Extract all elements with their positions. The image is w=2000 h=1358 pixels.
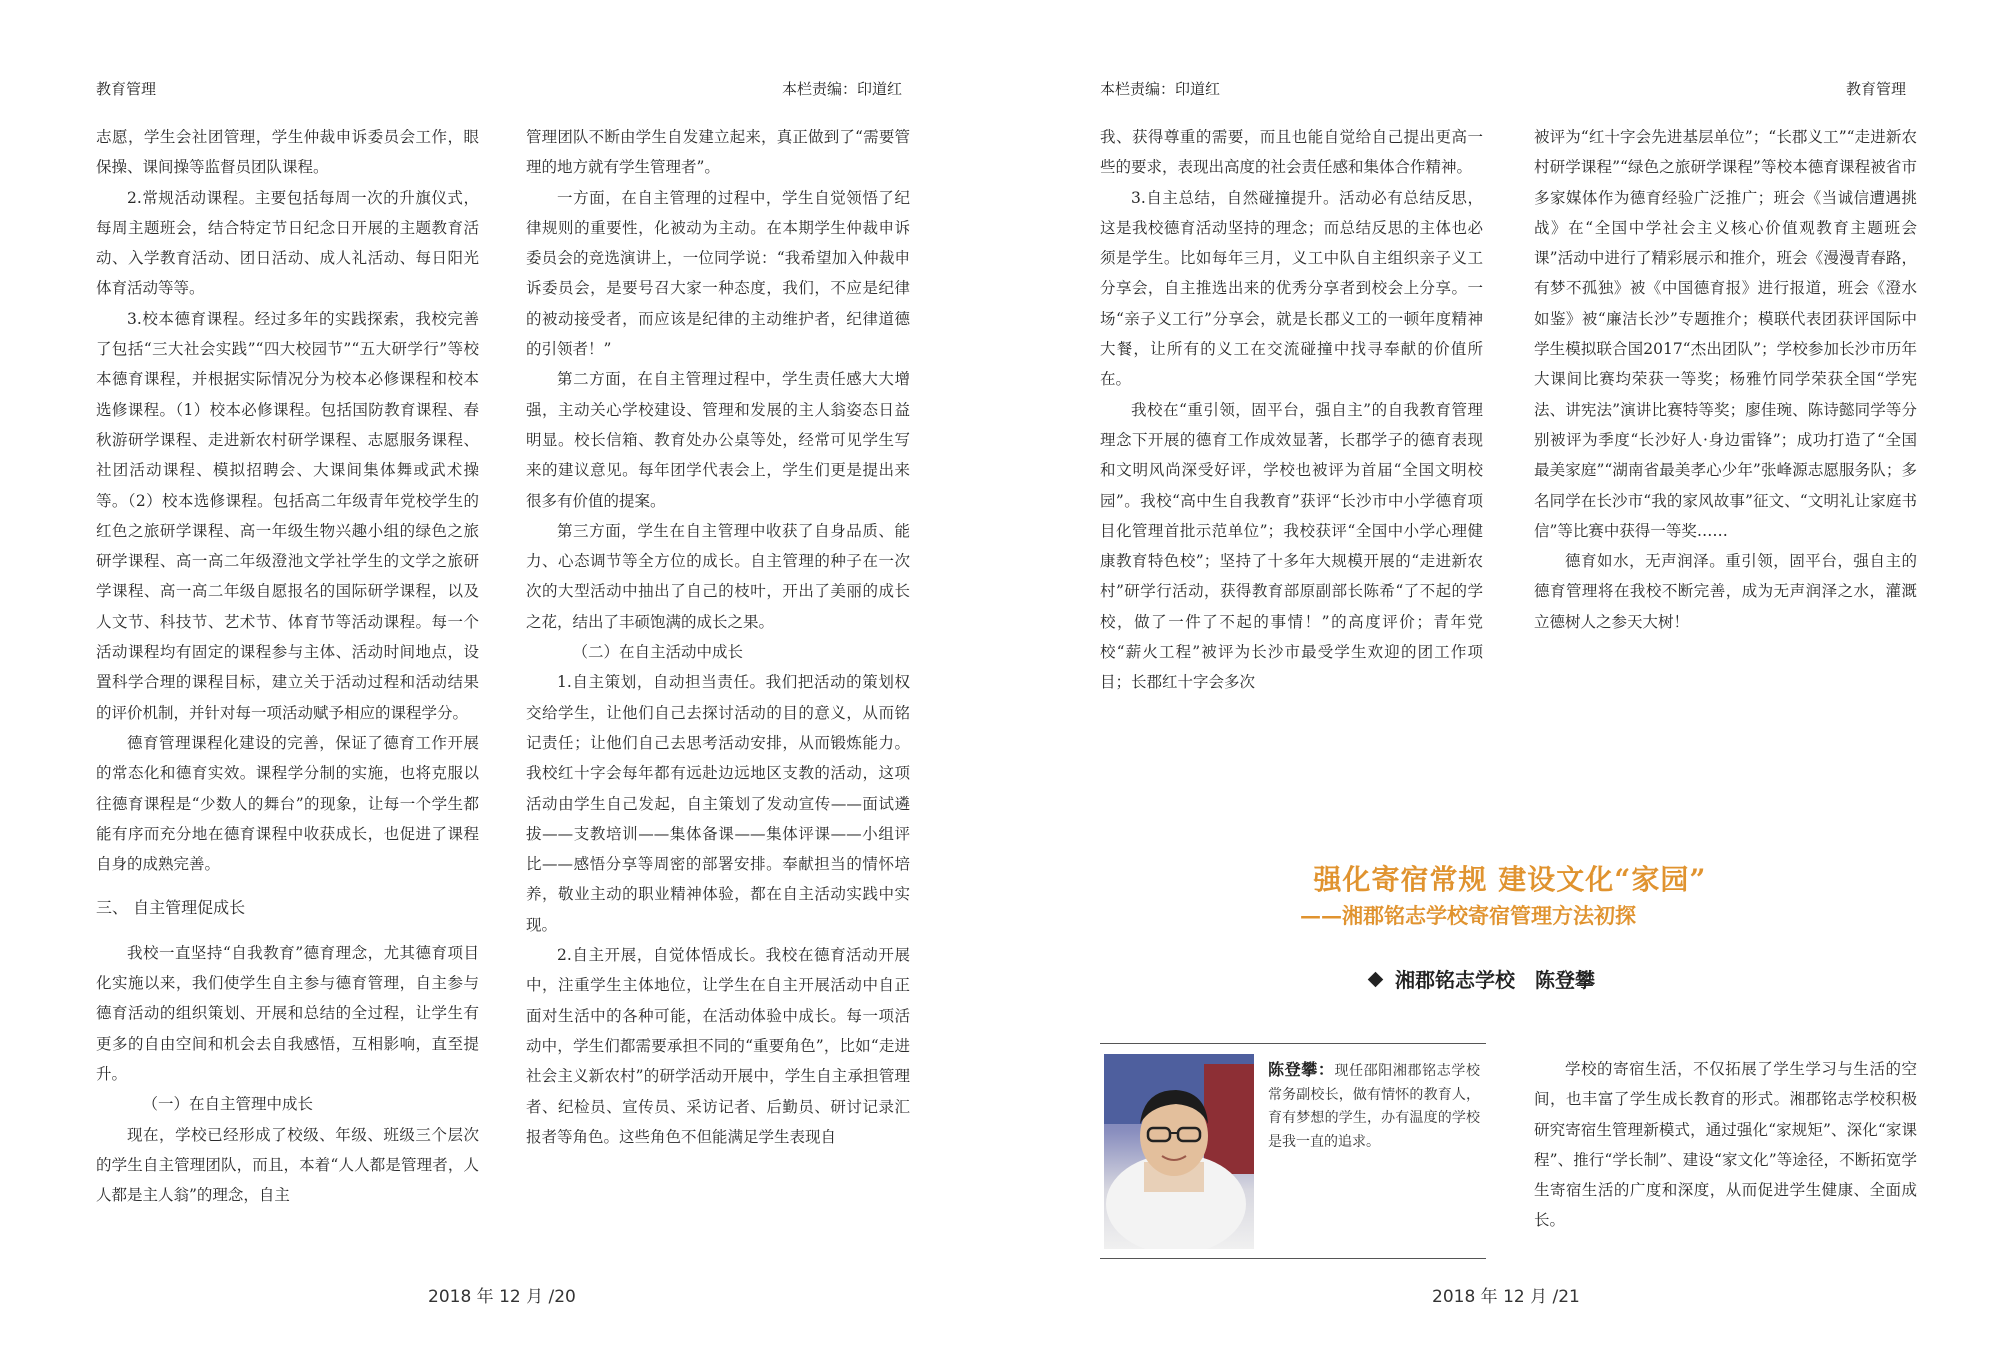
author-photo (1104, 1054, 1254, 1249)
bio-name: 陈登攀： (1268, 1060, 1335, 1079)
paragraph: 德育如水，无声润泽。重引领，固平台，强自主的德育管理将在我校不断完善，成为无声润泽之水，灌溉立德树人之参天大树！ (1534, 552, 1917, 631)
section-header-right: 教育管理 (1846, 80, 1907, 98)
diamond-bullet-icon (1368, 972, 1384, 988)
editor-credit-left: 本栏责编：印道红 (782, 80, 903, 98)
paragraph: 德育管理课程化建设的完善，保证了德育工作开展的常态化和德育实效。课程学分制的实施，也将克服以往德育课程是“少数人的舞台”的现象，让每一个学生都能有序而充分地在德育课程中收获成长，也促进了课程自身的成熟完善。 (96, 733, 479, 874)
section-header-left: 教育管理 (96, 80, 157, 98)
paragraph: 1.自主策划，自动担当责任。我们把活动的策划权交给学生，让他们自己去探讨活动的目的意义，从而铭记责任；让他们自己去思考活动安排，从而锻炼能力。我校红十字会每年都有远赴边远地区支教的活动，这项活动由学生自己发起，自主策划了发动宣传——面试遴拔——支教培训——集体备课——集体评课——小组评比——感悟分享等周密的部署安排。奉献担当的情怀培养，敬业主动的职业精神体验，都在自主活动实践中实现。 (526, 673, 910, 934)
article-subtitle: ——湘郡铭志学校寄宿管理方法初探 (1300, 903, 1636, 928)
paragraph: 一方面，在自主管理的过程中，学生自觉领悟了纪律规则的重要性，化被动为主动。在本期学生仲裁申诉委员会的竞选演讲上，一位同学说：“我希望加入仲裁申诉委员会，是要号召大家一种态度，我们，不应是纪律的被动接受者，而应该是纪律的主动维护者，纪律道德的引领者！” (526, 188, 910, 359)
paragraph: 3.自主总结，自然碰撞提升。活动必有总结反思，这是我校德育活动坚持的理念；而总结反思的主体也必须是学生。比如每年三月，义工中队自主组织亲子义工分享会，自主推选出来的优秀分享者到校会上分享。一场“亲子义工行”分享会，就是长郡义工的一顿年度精神大餐，让所有的义工在交流碰撞中找寻奉献的价值所在。 (1100, 188, 1483, 389)
page-footer-21: 2018 年 12 月 /21 (1432, 1287, 1580, 1307)
article-intro (1534, 1054, 1917, 1236)
bio-top-rule (1100, 1043, 1486, 1044)
article-title: 强化寄宿常规 建设文化“家园” (1313, 863, 1707, 896)
page20-column-1 (96, 122, 479, 1210)
paragraph: 我校在“重引领，固平台，强自主”的自我教育管理理念下开展的德育工作成效显著，长郡学子的德育表现和文明风尚深受好评，学校也被评为首届“全国文明校园”。我校“高中生自我教育”获评“长沙市中小学德育项目化管理首批示范单位”；我校获评“全国中小学心理健康教育特色校”；坚持了十多年大规模开展的“走进新农村”研学行活动，获得教育部原副部长陈希“了不起的学校，做了一件了不起的事情！”的高度评价；青年党校“薪火工程”被评为长沙市最受学生欢迎的团工作项目；长郡红十字会多次 (1100, 400, 1483, 692)
paragraph: 2.自主开展，自觉体悟成长。我校在德育活动开展中，注重学生主体地位，让学生在自主开展活动中自正面对生活中的各种可能，在活动体验中成长。每一项活动中，学生们都需要承担不同的“重要角色”，比如“走进社会主义新农村”的研学活动开展中，学生自主承担管理者、纪检员、宣传员、采访记者、后勤员、研讨记录汇报者等角色。这些角色不但能满足学生表现自 (526, 946, 910, 1146)
paragraph: 第三方面，学生在自主管理中收获了自身品质、能力、心态调节等全方位的成长。自主管理的种子在一次次的大型活动中抽出了自己的枝叶，开出了美丽的成长之花，结出了丰硕饱满的成长之果。 (526, 521, 910, 631)
author-bio (1268, 1058, 1480, 1154)
author-text: 湘郡铭志学校 陈登攀 (1395, 968, 1595, 992)
paragraph: 3.校本德育课程。经过多年的实践探索，我校完善了包括“三大社会实践”“四大校园节”“五大研学行”等校本德育课程，并根据实际情况分为校本必修课程和校本选修课程。（1）校本必修课程。包括国防教育课程、春秋游研学课程、走进新农村研学课程、志愿服务课程、社团活动课程、模拟招聘会、大课间集体舞或武术操等。（2）校本选修课程。包括高二年级青年党校学生的红色之旅研学课程、高一年级生物兴趣小组的绿色之旅研学课程、高一高二年级澄池文学社学生的文学之旅研学课程、高一高二年级自愿报名的国际研学课程，以及人文节、科技节、艺术节、体育节等活动课程。每一个活动课程均有固定的课程参与主体、活动时间地点，设置科学合理的课程目标，建立关于活动过程和活动结果的评价机制，并针对每一项活动赋予相应的课程学分。 (96, 309, 479, 722)
page21-column-2 (1534, 122, 1917, 637)
paragraph: 现在，学校已经形成了校级、年级、班级三个层次的学生自主管理团队，而且，本着“人人都是管理者，人人都是主人翁”的理念，自主 (96, 1125, 479, 1205)
page-footer-20: 2018 年 12 月 /20 (428, 1287, 576, 1307)
bio-bottom-rule (1100, 1258, 1486, 1259)
paragraph: 我校一直坚持“自我教育”德育理念，尤其德育项目化实施以来，我们使学生自主参与德育管理，自主参与德育活动的组织策划、开展和总结的全过程，让学生有更多的自由空间和机会去自我感悟，互相影响，直至提升。 (96, 943, 479, 1083)
author-portrait-icon (1104, 1054, 1254, 1249)
intro-paragraph: 学校的寄宿生活，不仅拓展了学生学习与生活的空间，也丰富了学生成长教育的形式。湘郡铭志学校积极研究寄宿生管理新模式，通过强化“家规矩”、深化“家课程”、推行“学长制”、建设“家文化”等途径，不断拓宽学生寄宿生活的广度和深度，从而促进学生健康、全面成长。 (1534, 1060, 1917, 1230)
paragraph: 第二方面，在自主管理过程中，学生责任感大大增强，主动关心学校建设、管理和发展的主人翁姿态日益明显。校长信箱、教育处办公桌等处，经常可见学生写来的建议意见。每年团学代表会上，学生们更是提出来很多有价值的提案。 (526, 370, 910, 510)
paragraph: 我、获得尊重的需要，而且也能自觉给自己提出更高一些的要求，表现出高度的社会责任感和集体合作精神。 (1100, 128, 1483, 177)
page21-column-1 (1100, 122, 1483, 698)
paragraph: 管理团队不断由学生自发建立起来，真正做到了“需要管理的地方就有学生管理者”。 (526, 128, 910, 177)
page20-column-2 (526, 122, 910, 1152)
section-heading: 三、 自主管理促成长 (96, 898, 246, 918)
subsection-heading: （一）在自主管理中成长 (142, 1095, 314, 1114)
bio-text: 现任邵阳湘郡铭志学校常务副校长，做有情怀的教育人，育有梦想的学生，办有温度的学校是我一直的追求。 (1268, 1063, 1480, 1150)
subsection-heading: （二）在自主活动中成长 (572, 643, 744, 662)
author-line (1370, 964, 1595, 993)
paragraph: 志愿，学生会社团管理，学生仲裁申诉委员会工作，眼保操、课间操等监督员团队课程。 (96, 128, 479, 177)
paragraph: 2.常规活动课程。主要包括每周一次的升旗仪式，每周主题班会，结合特定节日纪念日开展的主题教育活动、入学教育活动、团日活动、成人礼活动、每日阳光体育活动等等。 (96, 188, 479, 298)
editor-credit-right: 本栏责编：印道红 (1100, 80, 1221, 98)
paragraph: 被评为“红十字会先进基层单位”；“长郡义工”“走进新农村研学课程”“绿色之旅研学课程”等校本德育课程被省市多家媒体作为德育经验广泛推广；班会《当诚信遭遇挑战》在“全国中学社会主义核心价值观教育主题班会课”活动中进行了精彩展示和推介，班会《漫漫青春路，有梦不孤独》被《中国德育报》进行报道，班会《澄水如鉴》被“廉洁长沙”专题推介；模联代表团获评国际中学生模拟联合国2017“杰出团队”；学校参加长沙市历年大课间比赛均荣获一等奖；杨雅竹同学荣获全国“学宪法、讲宪法”演讲比赛特等奖；廖佳琬、陈诗懿同学等分别被评为季度“长沙好人·身边雷锋”；成功打造了“全国最美家庭”“湖南省最美孝心少年”张峰源志愿服务队；多名同学在长沙市“我的家风故事”征文、“文明礼让家庭书信”等比赛中获得一等奖…… (1534, 128, 1917, 540)
